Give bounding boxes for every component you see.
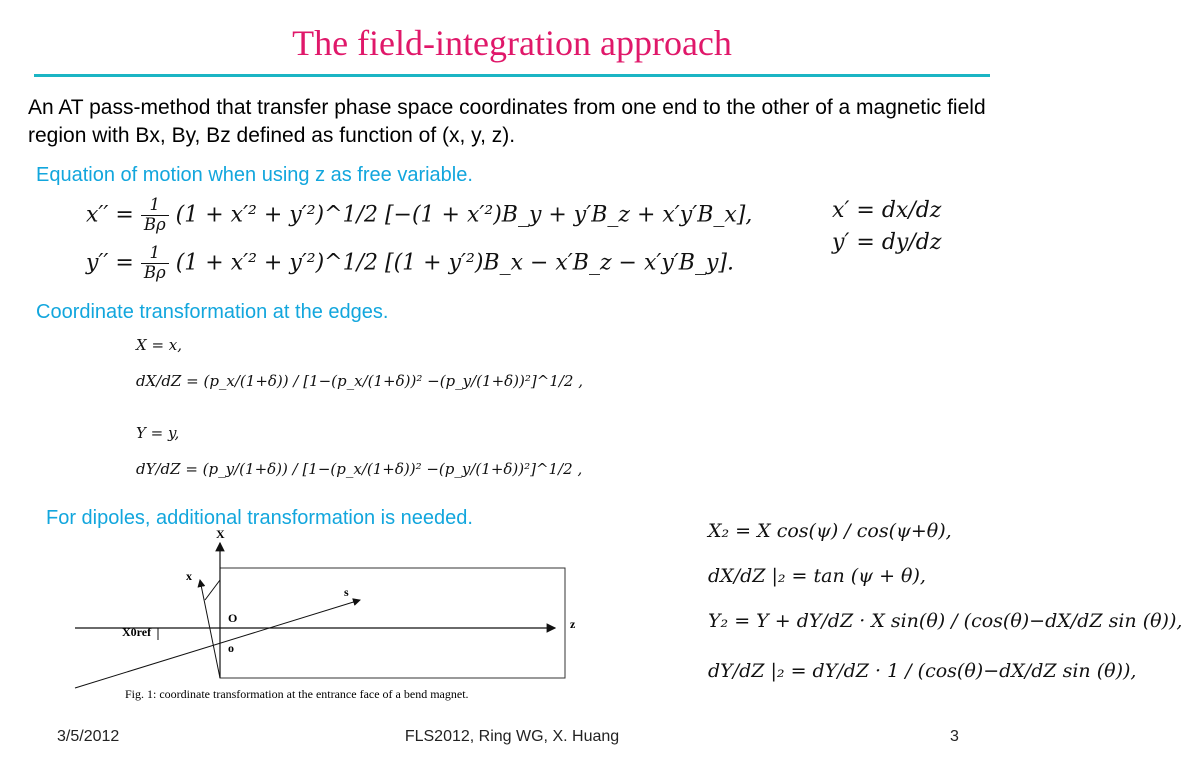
x-axis [200, 580, 220, 678]
dipole-dXdZ-equation: dX/dZ |₂ = tan (ψ + θ), [708, 565, 926, 587]
dipole-X2-equation: X₂ = X cos(ψ) / cos(ψ+θ), [708, 520, 952, 542]
eom-y-frac-den: Bρ [143, 262, 166, 282]
label-x0ref: X0ref [122, 625, 152, 639]
eom-x-lhs: x′′ = [86, 202, 134, 228]
eom-y-frac-num: 1 [141, 244, 169, 264]
eom-y-lhs: y′′ = [86, 250, 134, 276]
eom-x-frac-num: 1 [141, 196, 169, 216]
edge-line [205, 580, 220, 600]
section-edges-heading: Coordinate transformation at the edges. [36, 301, 389, 323]
s-axis [75, 600, 360, 688]
eom-y-fraction [141, 244, 169, 283]
section-eom-heading: Equation of motion when using z as free variable. [36, 164, 473, 186]
footer-page-number: 3 [950, 728, 959, 745]
eom-y-equation [86, 244, 734, 283]
title-underline [34, 74, 990, 77]
slide-title: The field-integration approach [292, 23, 732, 63]
edge-X-equation: X = x, [136, 336, 183, 354]
figure-caption: Fig. 1: coordinate transformation at the entrance face of a bend magnet. [125, 687, 469, 701]
yprime-definition: y′ = dy/dz [832, 230, 942, 255]
edge-dXdZ-equation: dX/dZ = (p_x/(1+δ)) / [1−(p_x/(1+δ))² −(p_y/(1+δ))²]^1/2 , [136, 372, 583, 390]
footer-date: 3/5/2012 [57, 728, 120, 745]
edge-dYdZ-equation: dY/dZ = (p_y/(1+δ)) / [1−(p_x/(1+δ))² −(p_y/(1+δ))²]^1/2 , [136, 460, 583, 478]
label-s: s [344, 585, 349, 599]
eom-x-fraction [141, 196, 169, 235]
label-x: x [186, 569, 192, 583]
section-dipole-heading: For dipoles, additional transformation is needed. [46, 507, 473, 529]
eom-x-equation [86, 196, 752, 235]
magnet-outline [220, 568, 565, 678]
intro-text: An AT pass-method that transfer phase space coordinates from one end to the other of a magnetic field region with Bx, By, Bz defined as function of (x, y, z). [28, 96, 986, 147]
eom-x-rhs: (1 + x′² + y′²)^1/2 [−(1 + x′²)B_y + y′B_z + x′y′B_x], [175, 202, 753, 228]
edge-Y-equation: Y = y, [136, 424, 180, 442]
xprime-definition: x′ = dx/dz [832, 198, 942, 223]
label-X: X [216, 527, 225, 541]
footer-center: FLS2012, Ring WG, X. Huang [404, 728, 620, 745]
label-O: O [228, 611, 238, 625]
dipole-Y2-equation: Y₂ = Y + dY/dZ · X sin(θ) / (cos(θ)−dX/dZ sin (θ)), [708, 610, 1182, 632]
eom-x-frac-den: Bρ [143, 214, 166, 234]
dipole-dYdZ-equation: dY/dZ |₂ = dY/dZ · 1 / (cos(θ)−dX/dZ sin (θ)), [708, 660, 1137, 682]
label-z: z [570, 617, 576, 631]
eom-y-rhs: (1 + x′² + y′²)^1/2 [(1 + y′²)B_x − x′B_z − x′y′B_y]. [175, 250, 734, 276]
bend-magnet-figure [70, 528, 590, 708]
label-o: o [228, 641, 234, 655]
